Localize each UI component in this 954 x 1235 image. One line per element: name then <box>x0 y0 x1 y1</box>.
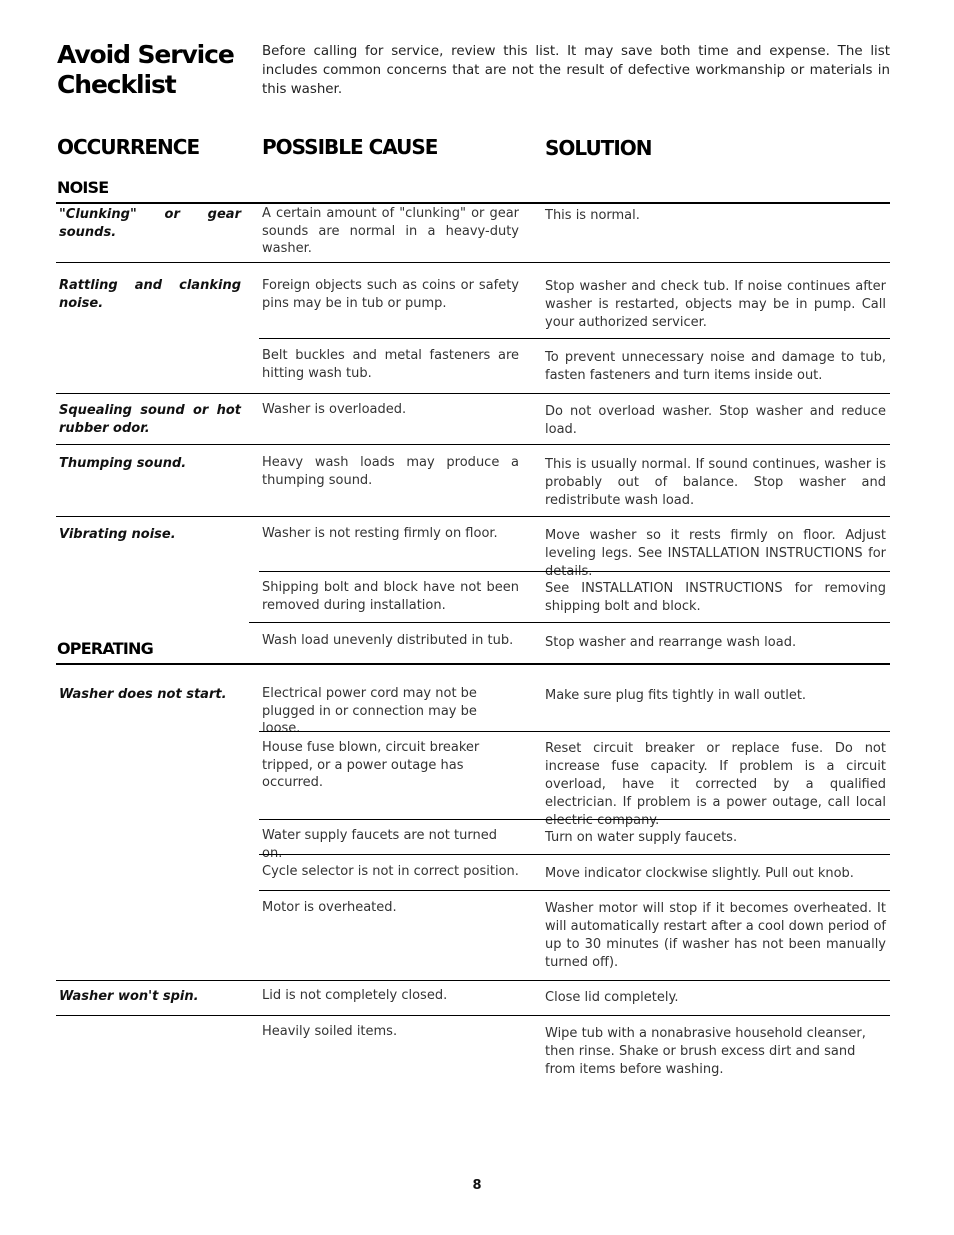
section-divider-noise <box>56 202 890 204</box>
row-divider <box>259 890 890 891</box>
solution-text: Wipe tub with a nonabrasive household cleanser, then rinse. Shake or brush excess dirt and sand from items before washing. <box>545 1026 866 1077</box>
solution-text: Washer motor will stop if it becomes overheated. It will automatically restart after a cool down period of up to 30 minutes (if washer has not been manually turned off). <box>545 901 886 970</box>
section-heading-noise: NOISE <box>57 178 109 197</box>
column-heading-occurrence: OCCURRENCE <box>57 135 200 159</box>
solution-text: See INSTALLATION INSTRUCTIONS for removing shipping bolt and block. <box>545 581 886 614</box>
row-divider <box>56 262 890 263</box>
column-heading-solution: SOLUTION <box>545 136 652 160</box>
cause-text: Lid is not completely closed. <box>262 988 448 1003</box>
row-divider <box>56 1015 890 1016</box>
page-title: Avoid Service Checklist <box>57 40 234 99</box>
solution-text: Move washer so it rests firmly on floor. Adjust leveling legs. See INSTALLATION INSTRUCTIONS for details. <box>545 528 886 579</box>
cause-text: Motor is overheated. <box>262 900 397 915</box>
cause-text: Wash load unevenly distributed in tub. <box>262 633 514 648</box>
solution-text: Close lid completely. <box>545 990 679 1005</box>
row-divider <box>259 338 890 339</box>
solution-text: To prevent unnecessary noise and damage to tub, fasten fasteners and turn items inside out. <box>545 350 886 383</box>
cause-text: Foreign objects such as coins or safety pins may be in tub or pump. <box>262 278 519 311</box>
row-divider <box>56 980 890 981</box>
solution-text: Do not overload washer. Stop washer and reduce load. <box>545 404 886 437</box>
occurrence-squealing: Squealing sound or hot rubber odor. <box>59 403 241 436</box>
row-divider <box>249 622 890 623</box>
occurrence-washer-wont-spin: Washer won't spin. <box>59 989 199 1004</box>
cause-text: Washer is overloaded. <box>262 402 407 417</box>
solution-text: Turn on water supply faucets. <box>545 830 738 845</box>
solution-text: This is usually normal. If sound continues, washer is probably out of balance. Stop washer and redistribute wash load. <box>545 457 886 508</box>
intro-paragraph: Before calling for service, review this list. It may save both time and expense. The list includes common concerns that are not the result of defective workmanship or materials in this washer. <box>262 44 890 97</box>
occurrence-vibrating: Vibrating noise. <box>59 527 176 542</box>
cause-text: Washer is not resting firmly on floor. <box>262 526 498 541</box>
cause-text: A certain amount of "clunking" or gear sounds are normal in a heavy-duty washer. <box>262 206 519 256</box>
solution-text: Stop washer and check tub. If noise continues after washer is restarted, objects may be in pump. Call your authorized servicer. <box>545 279 886 330</box>
solution-text: Reset circuit breaker or replace fuse. Do not increase fuse capacity. If problem is a circuit overload, have it corrected by a qualified electrician. If problem is a power outage, call local electric company. <box>545 741 886 828</box>
row-divider <box>56 393 890 394</box>
column-heading-possible-cause: POSSIBLE CAUSE <box>262 135 438 159</box>
row-divider <box>259 854 890 855</box>
solution-text: Move indicator clockwise slightly. Pull out knob. <box>545 866 854 881</box>
solution-text: This is normal. <box>545 208 640 223</box>
row-divider <box>56 444 890 445</box>
row-divider <box>259 571 890 572</box>
cause-text: Heavily soiled items. <box>262 1024 398 1039</box>
cause-text: Heavy wash loads may produce a thumping sound. <box>262 455 519 488</box>
section-divider-operating <box>56 663 890 665</box>
row-divider <box>259 731 890 732</box>
row-divider <box>259 819 890 820</box>
cause-text: House fuse blown, circuit breaker tripped, or a power outage has occurred. <box>262 740 480 790</box>
cause-text: Shipping bolt and block have not been removed during installation. <box>262 580 519 613</box>
section-heading-operating: OPERATING <box>57 639 153 658</box>
occurrence-rattling: Rattling and clanking noise. <box>59 278 241 311</box>
cause-text: Cycle selector is not in correct position. <box>262 864 519 879</box>
solution-text: Make sure plug fits tightly in wall outlet. <box>545 688 807 703</box>
cause-text: Electrical power cord may not be plugged in or connection may be loose. <box>262 686 477 736</box>
cause-text: Water supply faucets are not turned on. <box>262 828 497 861</box>
cause-text: Belt buckles and metal fasteners are hitting wash tub. <box>262 348 519 381</box>
row-divider <box>56 516 890 517</box>
occurrence-washer-does-not-start: Washer does not start. <box>59 687 227 702</box>
occurrence-clunking: "Clunking" or gear sounds. <box>59 207 241 240</box>
solution-text: Stop washer and rearrange wash load. <box>545 635 797 650</box>
page-number: 8 <box>472 1178 482 1193</box>
occurrence-thumping: Thumping sound. <box>59 456 187 471</box>
